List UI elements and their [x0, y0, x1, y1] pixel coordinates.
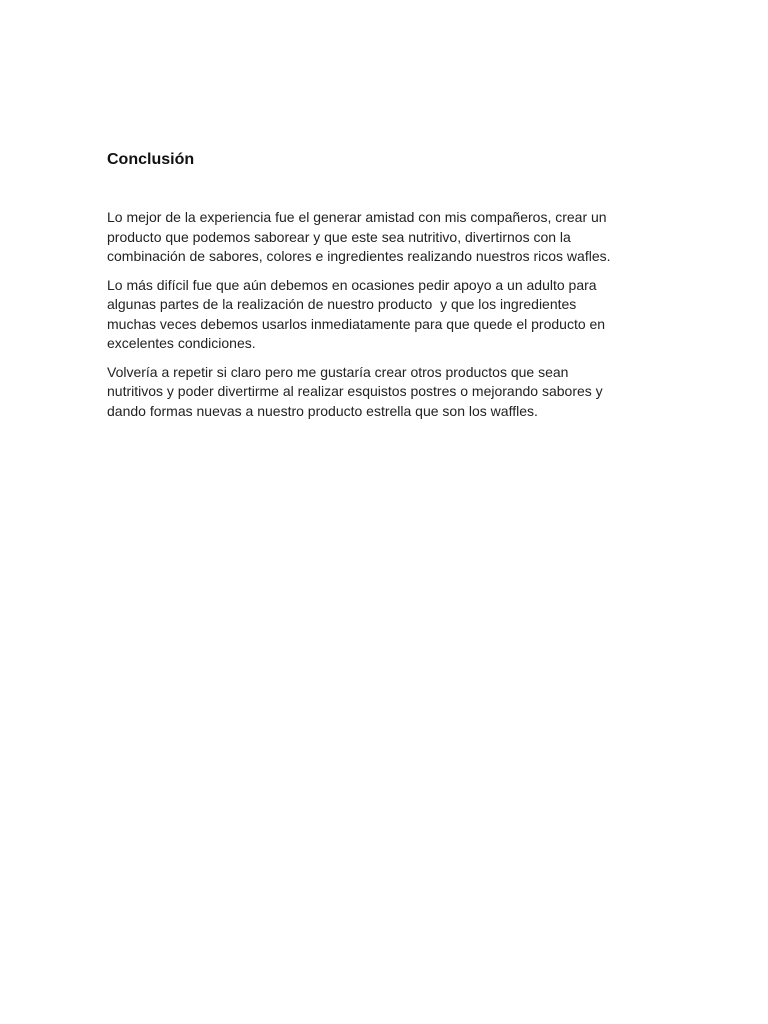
paragraph-line: excelentes condiciones.	[107, 335, 256, 351]
paragraph-line: muchas veces debemos usarlos inmediatamente para que quede el producto en	[107, 315, 606, 332]
paragraph-line: Volvería a repetir si claro pero me gustaría crear otros productos que sean	[107, 363, 569, 380]
paragraph-line: nutritivos y poder divertirme al realizar esquistos postres o mejorando sabores y	[107, 383, 603, 399]
paragraph-line: Lo mejor de la experiencia fue el generar amistad con mis compañeros, crear un	[107, 209, 607, 225]
document-content	[107, 150, 667, 421]
paragraph-2	[107, 276, 667, 354]
paragraph-line: algunas partes de la realización de nuestro producto y que los ingredientes	[107, 296, 577, 312]
page-title: Conclusión	[107, 151, 195, 168]
paragraph-line: dando formas nuevas a nuestro producto estrella que son los waffles.	[107, 402, 538, 419]
paragraph-3	[107, 363, 667, 422]
paragraph-1	[107, 208, 667, 267]
paragraph-line: combinación de sabores, colores e ingredientes realizando nuestros ricos wafles.	[107, 248, 611, 264]
paragraph-line: producto que podemos saborear y que este sea nutritivo, divertirnos con la	[107, 228, 571, 245]
paragraph-line: Lo más difícil fue que aún debemos en ocasiones pedir apoyo a un adulto para	[107, 276, 597, 293]
